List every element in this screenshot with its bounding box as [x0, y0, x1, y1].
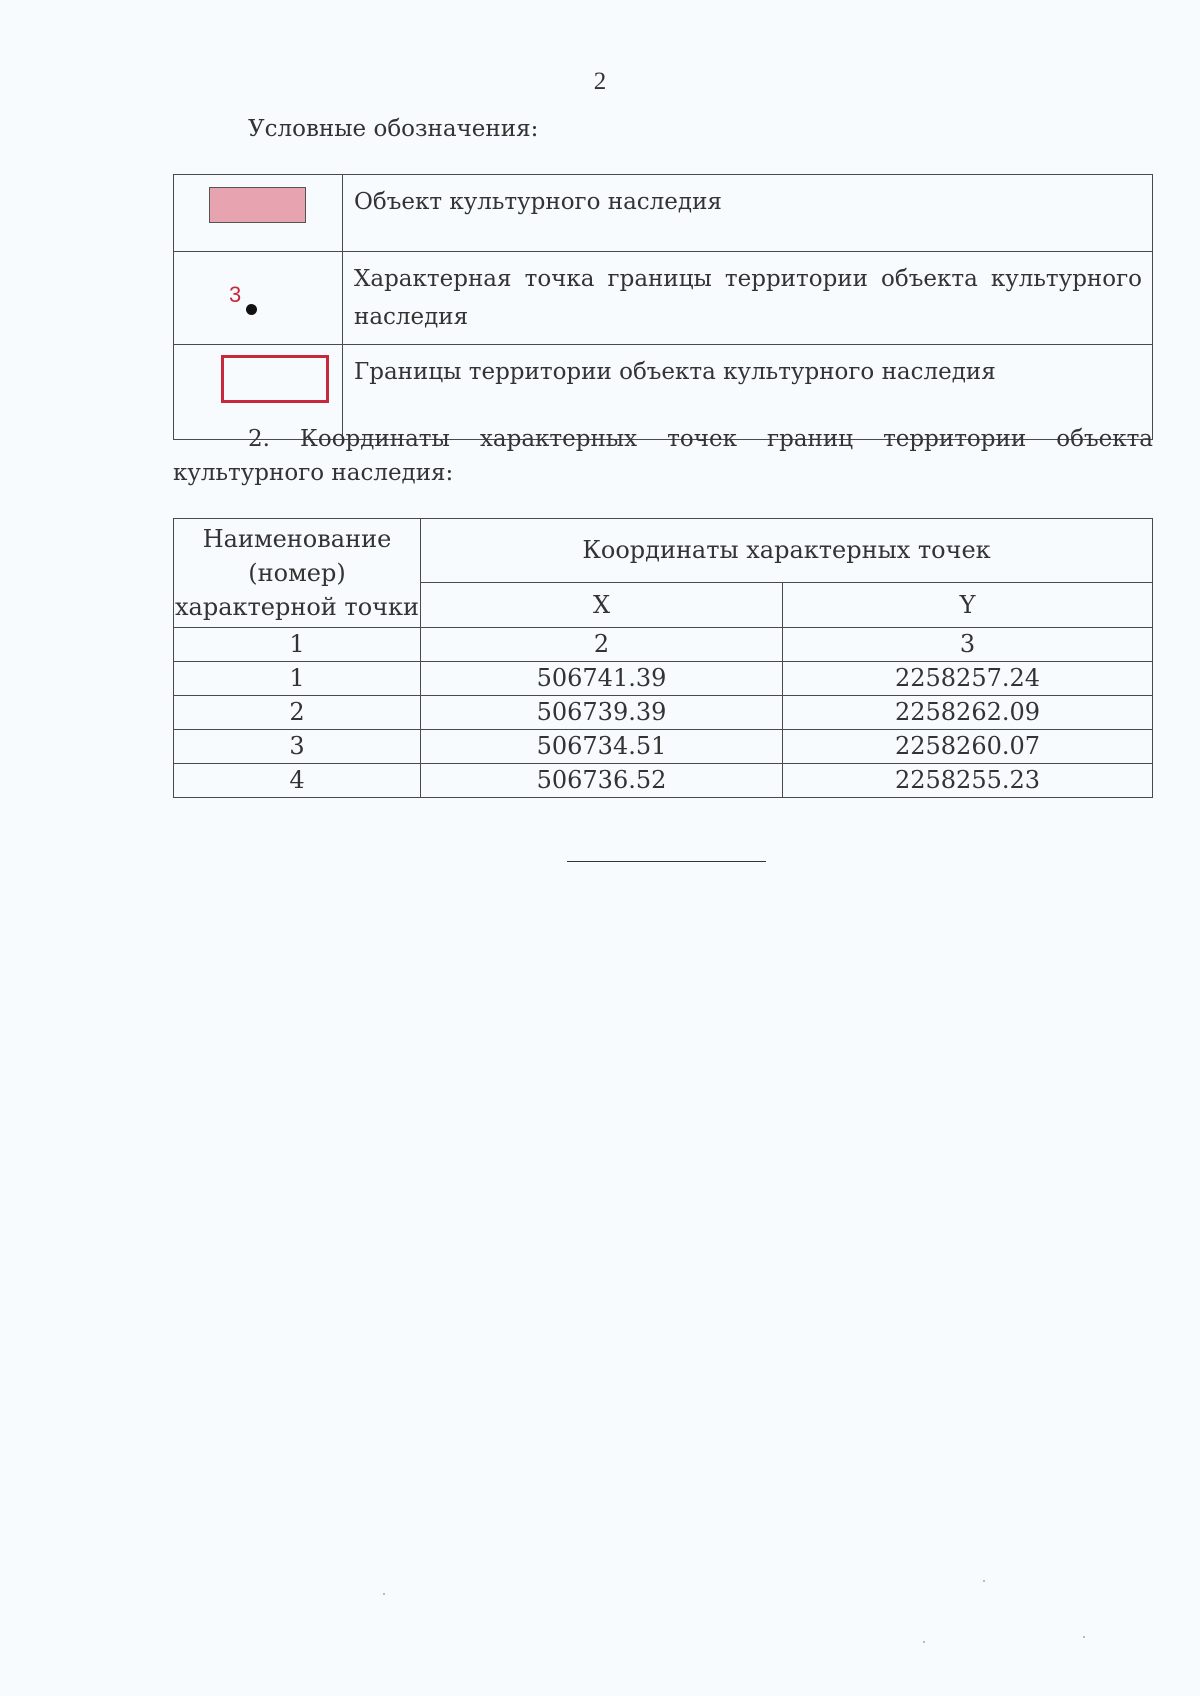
legend-table — [173, 174, 1153, 440]
table-row — [174, 764, 1153, 798]
section-heading-coordinates: 2. Координаты характерных точек границ территории объекта культурного наследия: — [173, 426, 1153, 486]
page-number: 2 — [593, 68, 607, 95]
x-coordinate: 506741.39 — [421, 662, 783, 696]
heritage-object-swatch-icon — [209, 187, 306, 223]
point-number: 4 — [174, 764, 421, 798]
y-coordinate: 2258262.09 — [783, 696, 1153, 730]
column-number: 3 — [783, 628, 1153, 662]
header-point-name: Наименование (номер) характерной точки — [174, 519, 421, 628]
y-coordinate: 2258260.07 — [783, 730, 1153, 764]
x-coordinate: 506739.39 — [421, 696, 783, 730]
x-coordinate: 506734.51 — [421, 730, 783, 764]
scan-speck — [923, 1641, 925, 1643]
end-of-document-rule — [567, 861, 766, 862]
scan-speck — [983, 1580, 985, 1582]
header-x: X — [421, 582, 783, 627]
coords-header-row — [174, 519, 1153, 583]
point-number: 1 — [174, 662, 421, 696]
legend-row-characteristic-point — [174, 252, 1153, 345]
scan-speck — [1083, 1636, 1085, 1638]
legend-symbol-cell — [174, 252, 343, 345]
point-number: 2 — [174, 696, 421, 730]
point-number: 3 — [174, 730, 421, 764]
legend-description: Объект культурного наследия — [343, 175, 1153, 252]
coordinates-table — [173, 518, 1153, 798]
characteristic-point-icon — [246, 304, 257, 315]
x-coordinate: 506736.52 — [421, 764, 783, 798]
legend-row-heritage-object — [174, 175, 1153, 252]
table-row — [174, 662, 1153, 696]
y-coordinate: 2258255.23 — [783, 764, 1153, 798]
y-coordinate: 2258257.24 — [783, 662, 1153, 696]
scan-speck — [383, 1593, 385, 1595]
legend-symbol-cell — [174, 175, 343, 252]
header-y: Y — [783, 582, 1153, 627]
column-number-row — [174, 628, 1153, 662]
table-row — [174, 696, 1153, 730]
table-row — [174, 730, 1153, 764]
column-number: 2 — [421, 628, 783, 662]
header-coordinates: Координаты характерных точек — [421, 519, 1153, 583]
legend-heading: Условные обозначения: — [248, 116, 539, 142]
column-number: 1 — [174, 628, 421, 662]
boundary-outline-icon — [221, 355, 329, 403]
legend-description: Границы территории объекта культурного наследия — [343, 345, 1153, 440]
legend-description: Характерная точка границы территории объекта культурного наследия — [343, 252, 1153, 345]
point-number-label: 3 — [229, 282, 242, 307]
